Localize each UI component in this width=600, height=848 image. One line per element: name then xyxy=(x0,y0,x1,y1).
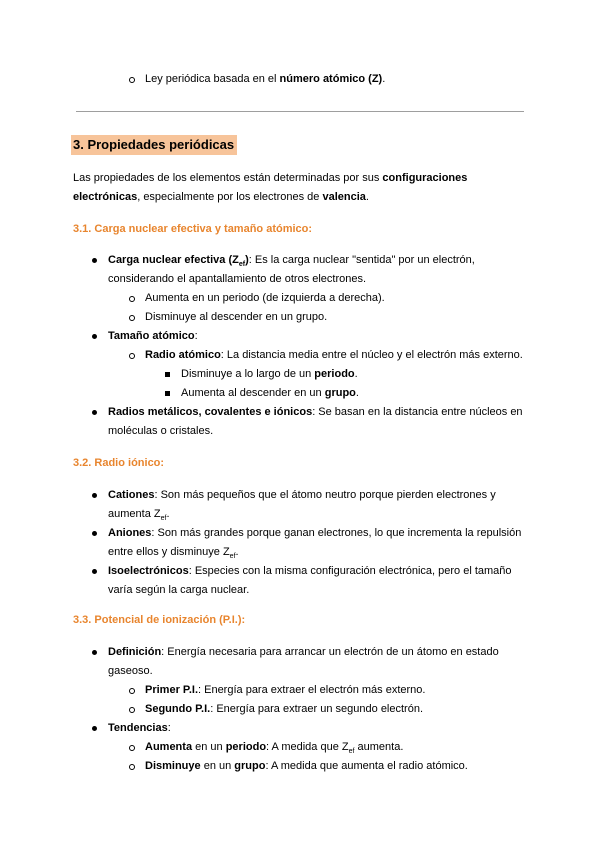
list-item: Definición: Energía necesaria para arrancar un electrón de un átomo en estado xyxy=(108,646,499,658)
list-item: Ley periódica basada en el número atómico (Z). xyxy=(145,73,386,85)
paragraph-line: Las propiedades de los elementos están determinadas por sus configuraciones xyxy=(73,172,468,184)
disc-bullet-icon xyxy=(92,726,97,731)
list-item-continuation: entre ellos y disminuye $Z_{ef}$. xyxy=(108,546,239,560)
disc-bullet-icon xyxy=(92,410,97,415)
disc-bullet-icon xyxy=(92,258,97,263)
section-title: 3. Propiedades periódicas xyxy=(71,135,237,155)
list-item: Disminuye a lo largo de un periodo. xyxy=(181,368,358,380)
square-bullet-icon xyxy=(165,372,170,377)
circle-bullet-icon xyxy=(129,707,135,713)
list-item: Carga nuclear efectiva $(Z_{ef})$: Es la carga nuclear "sentida" por un electrón, xyxy=(108,254,475,268)
circle-bullet-icon xyxy=(129,315,135,321)
circle-bullet-icon xyxy=(129,353,135,359)
list-item: Tendencias: xyxy=(108,722,171,734)
list-item: Segundo P.I.: Energía para extraer un segundo electrón. xyxy=(145,703,424,715)
disc-bullet-icon xyxy=(92,493,97,498)
list-item: Aniones: Son más grandes porque ganan electrones, lo que incrementa la repulsión xyxy=(108,527,522,539)
list-item: Tamaño atómico: xyxy=(108,330,198,342)
list-item-continuation: moléculas o cristales. xyxy=(108,425,214,437)
circle-bullet-icon xyxy=(129,77,135,83)
disc-bullet-icon xyxy=(92,334,97,339)
circle-bullet-icon xyxy=(129,745,135,751)
disc-bullet-icon xyxy=(92,569,97,574)
horizontal-divider xyxy=(76,111,524,112)
list-item: Radio atómico: La distancia media entre el núcleo y el electrón más externo. xyxy=(145,349,523,361)
list-item: Disminuye al descender en un grupo. xyxy=(145,311,328,323)
disc-bullet-icon xyxy=(92,650,97,655)
circle-bullet-icon xyxy=(129,688,135,694)
list-item-continuation: varía según la carga nuclear. xyxy=(108,584,250,596)
list-item: Radios metálicos, covalentes e iónicos: Se basan en la distancia entre núcleos en xyxy=(108,406,523,418)
list-item: Disminuye en un grupo: A medida que aumenta el radio atómico. xyxy=(145,760,468,772)
list-item: Isoelectrónicos: Especies con la misma configuración electrónica, pero el tamaño xyxy=(108,565,512,577)
list-item-continuation: gaseoso. xyxy=(108,665,153,677)
list-item-continuation: considerando el apantallamiento de otros electrones. xyxy=(108,273,367,285)
subsection-heading: 3.1. Carga nuclear efectiva y tamaño atómico: xyxy=(73,223,313,235)
list-item: Primer P.I.: Energía para extraer el electrón más externo. xyxy=(145,684,426,696)
list-item: Aumenta en un periodo: A medida que $Z_{ef}$ aumenta. xyxy=(145,741,404,755)
list-item-continuation: aumenta $Z_{ef}$. xyxy=(108,508,170,522)
square-bullet-icon xyxy=(165,391,170,396)
list-item: Cationes: Son más pequeños que el átomo neutro porque pierden electrones y xyxy=(108,489,496,501)
subsection-heading: 3.2. Radio iónico: xyxy=(73,457,165,469)
disc-bullet-icon xyxy=(92,531,97,536)
circle-bullet-icon xyxy=(129,764,135,770)
list-item: Aumenta en un periodo (de izquierda a derecha). xyxy=(145,292,385,304)
subsection-heading: 3.3. Potencial de ionización (P.I.): xyxy=(73,614,246,626)
list-item: Aumenta al descender en un grupo. xyxy=(181,387,359,399)
circle-bullet-icon xyxy=(129,296,135,302)
paragraph-line: electrónicas, especialmente por los electrones de valencia. xyxy=(73,191,369,203)
